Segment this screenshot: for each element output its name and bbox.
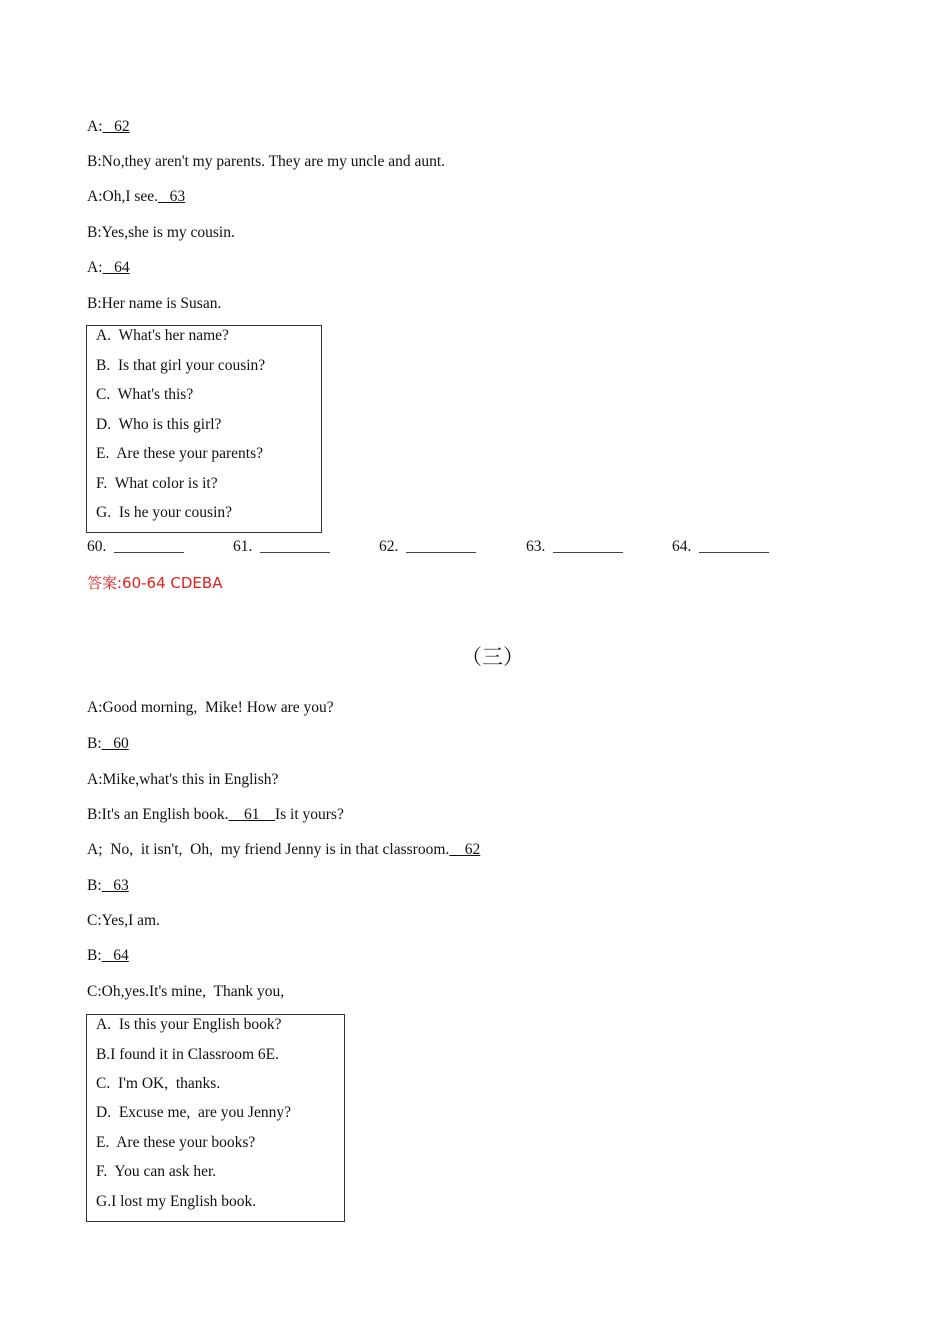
option-item: D. Excuse me, are you Jenny? bbox=[96, 1104, 291, 1121]
answer-blank: 64 bbox=[102, 259, 130, 276]
speaker: B: bbox=[87, 295, 102, 312]
dialogue-text-after: Is it yours? bbox=[274, 806, 344, 823]
option-item: A. What's her name? bbox=[96, 327, 229, 344]
dialogue-line bbox=[87, 734, 129, 754]
option-item: E. Are these your books? bbox=[96, 1134, 256, 1151]
answer-blank-64[interactable]: 64. _________ bbox=[672, 538, 769, 555]
dialogue-line bbox=[87, 294, 221, 314]
dialogue-line bbox=[87, 117, 130, 137]
dialogue-line bbox=[87, 805, 344, 825]
speaker: A: bbox=[87, 259, 103, 276]
options-box bbox=[86, 325, 322, 533]
speaker: A: bbox=[87, 771, 103, 788]
speaker: A: bbox=[87, 699, 103, 716]
answer-blank-63[interactable]: 63. _________ bbox=[526, 538, 623, 555]
dialogue-text: Yes,I am. bbox=[101, 912, 160, 929]
option-item: D. Who is this girl? bbox=[96, 416, 222, 433]
speaker: A; bbox=[87, 841, 103, 858]
option-item: B.I found it in Classroom 6E. bbox=[96, 1046, 279, 1063]
speaker: A: bbox=[87, 118, 103, 135]
dialogue-line bbox=[87, 946, 129, 966]
section-heading: （三） bbox=[461, 645, 524, 669]
answer-blank-62[interactable]: 62. _________ bbox=[379, 538, 476, 555]
option-item: G. Is he your cousin? bbox=[96, 504, 233, 521]
answer-blank: 60 bbox=[101, 735, 129, 752]
dialogue-line bbox=[87, 698, 334, 718]
dialogue-text: Oh,yes.It's mine, Thank you, bbox=[101, 983, 285, 1000]
option-item: E. Are these your parents? bbox=[96, 445, 263, 462]
dialogue-text: Her name is Susan. bbox=[101, 295, 222, 312]
speaker: B: bbox=[87, 947, 102, 964]
speaker: B: bbox=[87, 735, 102, 752]
dialogue-line bbox=[87, 770, 278, 790]
dialogue-line bbox=[87, 840, 480, 860]
option-item: C. What's this? bbox=[96, 386, 194, 403]
dialogue-text: Good morning, Mike! How are you? bbox=[102, 699, 334, 716]
dialogue-line bbox=[87, 982, 284, 1002]
dialogue-text: Oh,I see. bbox=[102, 188, 159, 205]
dialogue-text: It's an English book. bbox=[101, 806, 229, 823]
answer-blank: 61 bbox=[228, 806, 275, 823]
options-box bbox=[86, 1014, 345, 1222]
speaker: B: bbox=[87, 153, 102, 170]
answer-key: 答案:60-64 CDEBA bbox=[87, 574, 223, 592]
dialogue-line bbox=[87, 152, 445, 172]
dialogue-line bbox=[87, 911, 160, 931]
dialogue-text: Yes,she is my cousin. bbox=[101, 224, 235, 241]
speaker: B: bbox=[87, 806, 102, 823]
speaker: B: bbox=[87, 877, 102, 894]
dialogue-text: No, it isn't, Oh, my friend Jenny is in that classroom. bbox=[102, 841, 450, 858]
dialogue-line bbox=[87, 876, 129, 896]
answer-blank: 64 bbox=[101, 947, 129, 964]
answer-blank: 63 bbox=[158, 188, 186, 205]
option-item: F. What color is it? bbox=[96, 475, 218, 492]
option-item: F. You can ask her. bbox=[96, 1163, 217, 1180]
speaker: C: bbox=[87, 912, 102, 929]
dialogue-line bbox=[87, 223, 235, 243]
answer-blank: 63 bbox=[101, 877, 129, 894]
answer-blank-61[interactable]: 61. _________ bbox=[233, 538, 330, 555]
speaker: A: bbox=[87, 188, 103, 205]
answer-blanks-row bbox=[87, 537, 807, 557]
answer-blank: 62 bbox=[102, 118, 130, 135]
dialogue-text: Mike,what's this in English? bbox=[102, 771, 279, 788]
speaker: C: bbox=[87, 983, 102, 1000]
option-item: A. Is this your English book? bbox=[96, 1016, 282, 1033]
speaker: B: bbox=[87, 224, 102, 241]
option-item: C. I'm OK, thanks. bbox=[96, 1075, 221, 1092]
dialogue-line bbox=[87, 258, 130, 278]
dialogue-text: No,they aren't my parents. They are my uncle and aunt. bbox=[101, 153, 446, 170]
answer-blank: 62 bbox=[449, 841, 481, 858]
dialogue-line bbox=[87, 187, 185, 207]
option-item: B. Is that girl your cousin? bbox=[96, 357, 266, 374]
answer-blank-60[interactable]: 60. _________ bbox=[87, 538, 184, 555]
option-item: G.I lost my English book. bbox=[96, 1193, 257, 1210]
